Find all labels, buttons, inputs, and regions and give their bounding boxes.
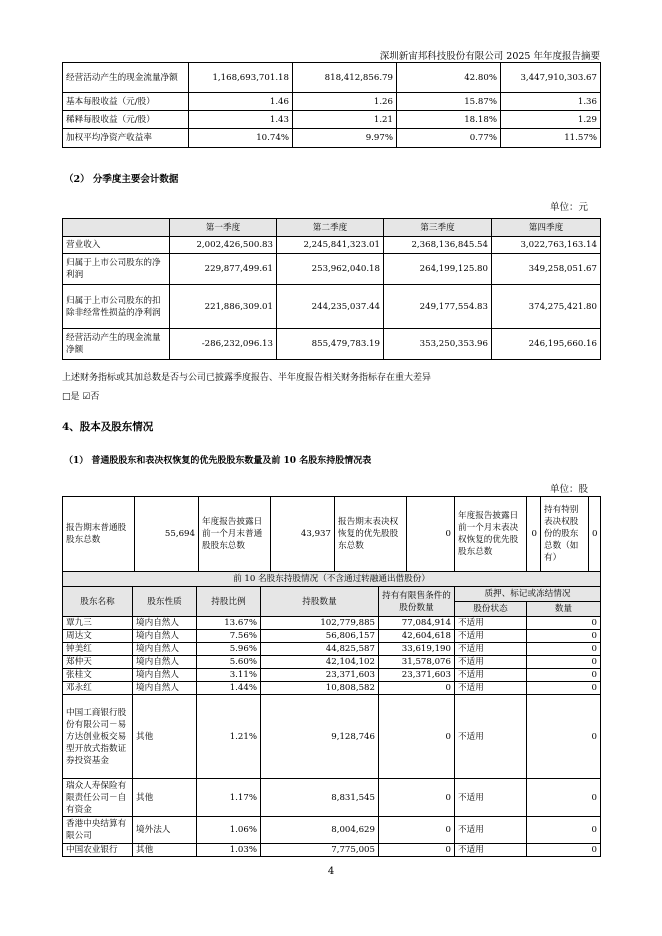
table-row: 归属于上市公司股东的扣除非经常性损益的净利润 221,886,309.01 244,235,037.44 249,177,554.83 374,275,421.80 — [63, 285, 601, 329]
table-row: 瑞众人寿保险有限责任公司－自有资金 其他 1.17% 8,831,545 0 不适用 0 — [63, 779, 601, 817]
table-title-row — [63, 572, 601, 587]
table-row: 经营活动产生的现金流量净额 1,168,693,701.18 818,412,856.79 42.80% 3,447,910,303.67 — [63, 63, 601, 93]
financial-indicators-table — [62, 62, 601, 148]
quarterly-table — [62, 218, 601, 360]
row-label: 加权平均净资产收益率 — [63, 129, 189, 148]
quarterly-choice: □是 ☑否 — [62, 392, 100, 402]
page-number: 4 — [327, 866, 335, 877]
equity-sub-title: （1） 普通股股东和表决权恢复的优先股股东数量及前 10 名股东持股情况表 — [64, 456, 372, 466]
column-header: 第一季度 — [170, 219, 277, 237]
table-row: 郑仲天 境内自然人 5.60% 42,104,102 31,578,076 不适用 0 — [63, 656, 601, 669]
equity-section-title: 4、股本及股东情况 — [62, 421, 154, 433]
quarterly-note: 上述财务指标或其加总数是否与公司已披露季度报告、半年度报告相关财务指标存在重大差异 — [62, 373, 432, 383]
table-row: 基本每股收益（元/股） 1.46 1.26 15.87% 1.36 — [63, 93, 601, 111]
column-header: 股东性质 — [133, 587, 197, 617]
table-row: 营业收入 2,002,426,500.83 2,245,841,323.01 2,368,136,845.54 3,022,763,163.14 — [63, 237, 601, 254]
top10-shareholders-table — [62, 571, 601, 857]
row-label: 基本每股收益（元/股） — [63, 93, 189, 111]
equity-unit: 单位：股 — [549, 484, 588, 495]
table-row: 中国农业银行 其他 1.03% 7,775,005 0 不适用 0 — [63, 844, 601, 857]
table-row: 周达文 境内自然人 7.56% 56,806,157 42,604,618 不适用 0 — [63, 630, 601, 643]
table-row: 香港中央结算有限公司 境外法人 1.06% 8,004,629 0 不适用 0 — [63, 817, 601, 844]
table-row: 经营活动产生的现金流量净额 -286,232,096.13 855,479,783.19 353,250,353.96 246,195,660.16 — [63, 329, 601, 360]
row-label: 稀释每股收益（元/股） — [63, 111, 189, 129]
table-row: 中国工商银行股份有限公司－易方达创业板交易型开放式指数证券投资基金 其他 1.21% 9,128,746 0 不适用 0 — [63, 695, 601, 779]
table-row: 邓永红 境内自然人 1.44% 10,808,582 0 不适用 0 — [63, 682, 601, 695]
quarterly-unit: 单位：元 — [549, 202, 588, 213]
top10-title: 前 10 名股东持股情况（不含通过转融通出借股份） — [63, 572, 601, 587]
column-header: 第三季度 — [384, 219, 492, 237]
table-row: 加权平均净资产收益率 10.74% 9.97% 0.77% 11.57% — [63, 129, 601, 148]
column-header: 第四季度 — [492, 219, 601, 237]
column-header: 第二季度 — [277, 219, 384, 237]
row-label: 经营活动产生的现金流量净额 — [63, 63, 189, 93]
table-row: 覃九三 境内自然人 13.67% 102,779,885 77,084,914 不适用 0 — [63, 617, 601, 630]
table-row: 张桂文 境内自然人 3.11% 23,371,603 23,371,603 不适用 0 — [63, 669, 601, 682]
table-row: 报告期末普通股股东总数 55,694 年度报告披露日前一个月末普通股股东总数 43,937 报告期末表决权恢复的优先股股东总数 0 年度报告披露日前一个月末表决权恢复的优先股股东总数 0 持有特别表决权股份的股东总数（如有） 0 — [63, 497, 601, 572]
shareholder-summary-table — [62, 496, 601, 572]
column-header: 持股数量 — [261, 587, 379, 617]
column-header: 持有有限售条件的股份数量 — [379, 587, 455, 617]
column-header: 质押、标记或冻结情况 — [455, 587, 601, 602]
column-header: 股东名称 — [63, 587, 133, 617]
table-row: 钟美红 境内自然人 5.96% 44,825,587 33,619,190 不适用 0 — [63, 643, 601, 656]
column-header: 持股比例 — [197, 587, 261, 617]
quarterly-section-title: （2） 分季度主要会计数据 — [64, 174, 179, 185]
column-header: 股份状态 — [455, 602, 527, 617]
table-row: 稀释每股收益（元/股） 1.43 1.21 18.18% 1.29 — [63, 111, 601, 129]
table-header-row — [63, 219, 601, 237]
page-header: 深圳新宙邦科技股份有限公司 2025 年年度报告摘要 — [379, 51, 600, 62]
table-row: 归属于上市公司股东的净利润 229,877,499.61 253,962,040.18 264,199,125.80 349,258,051.67 — [63, 254, 601, 285]
column-header: 数量 — [527, 602, 601, 617]
table-header-row — [63, 587, 601, 602]
